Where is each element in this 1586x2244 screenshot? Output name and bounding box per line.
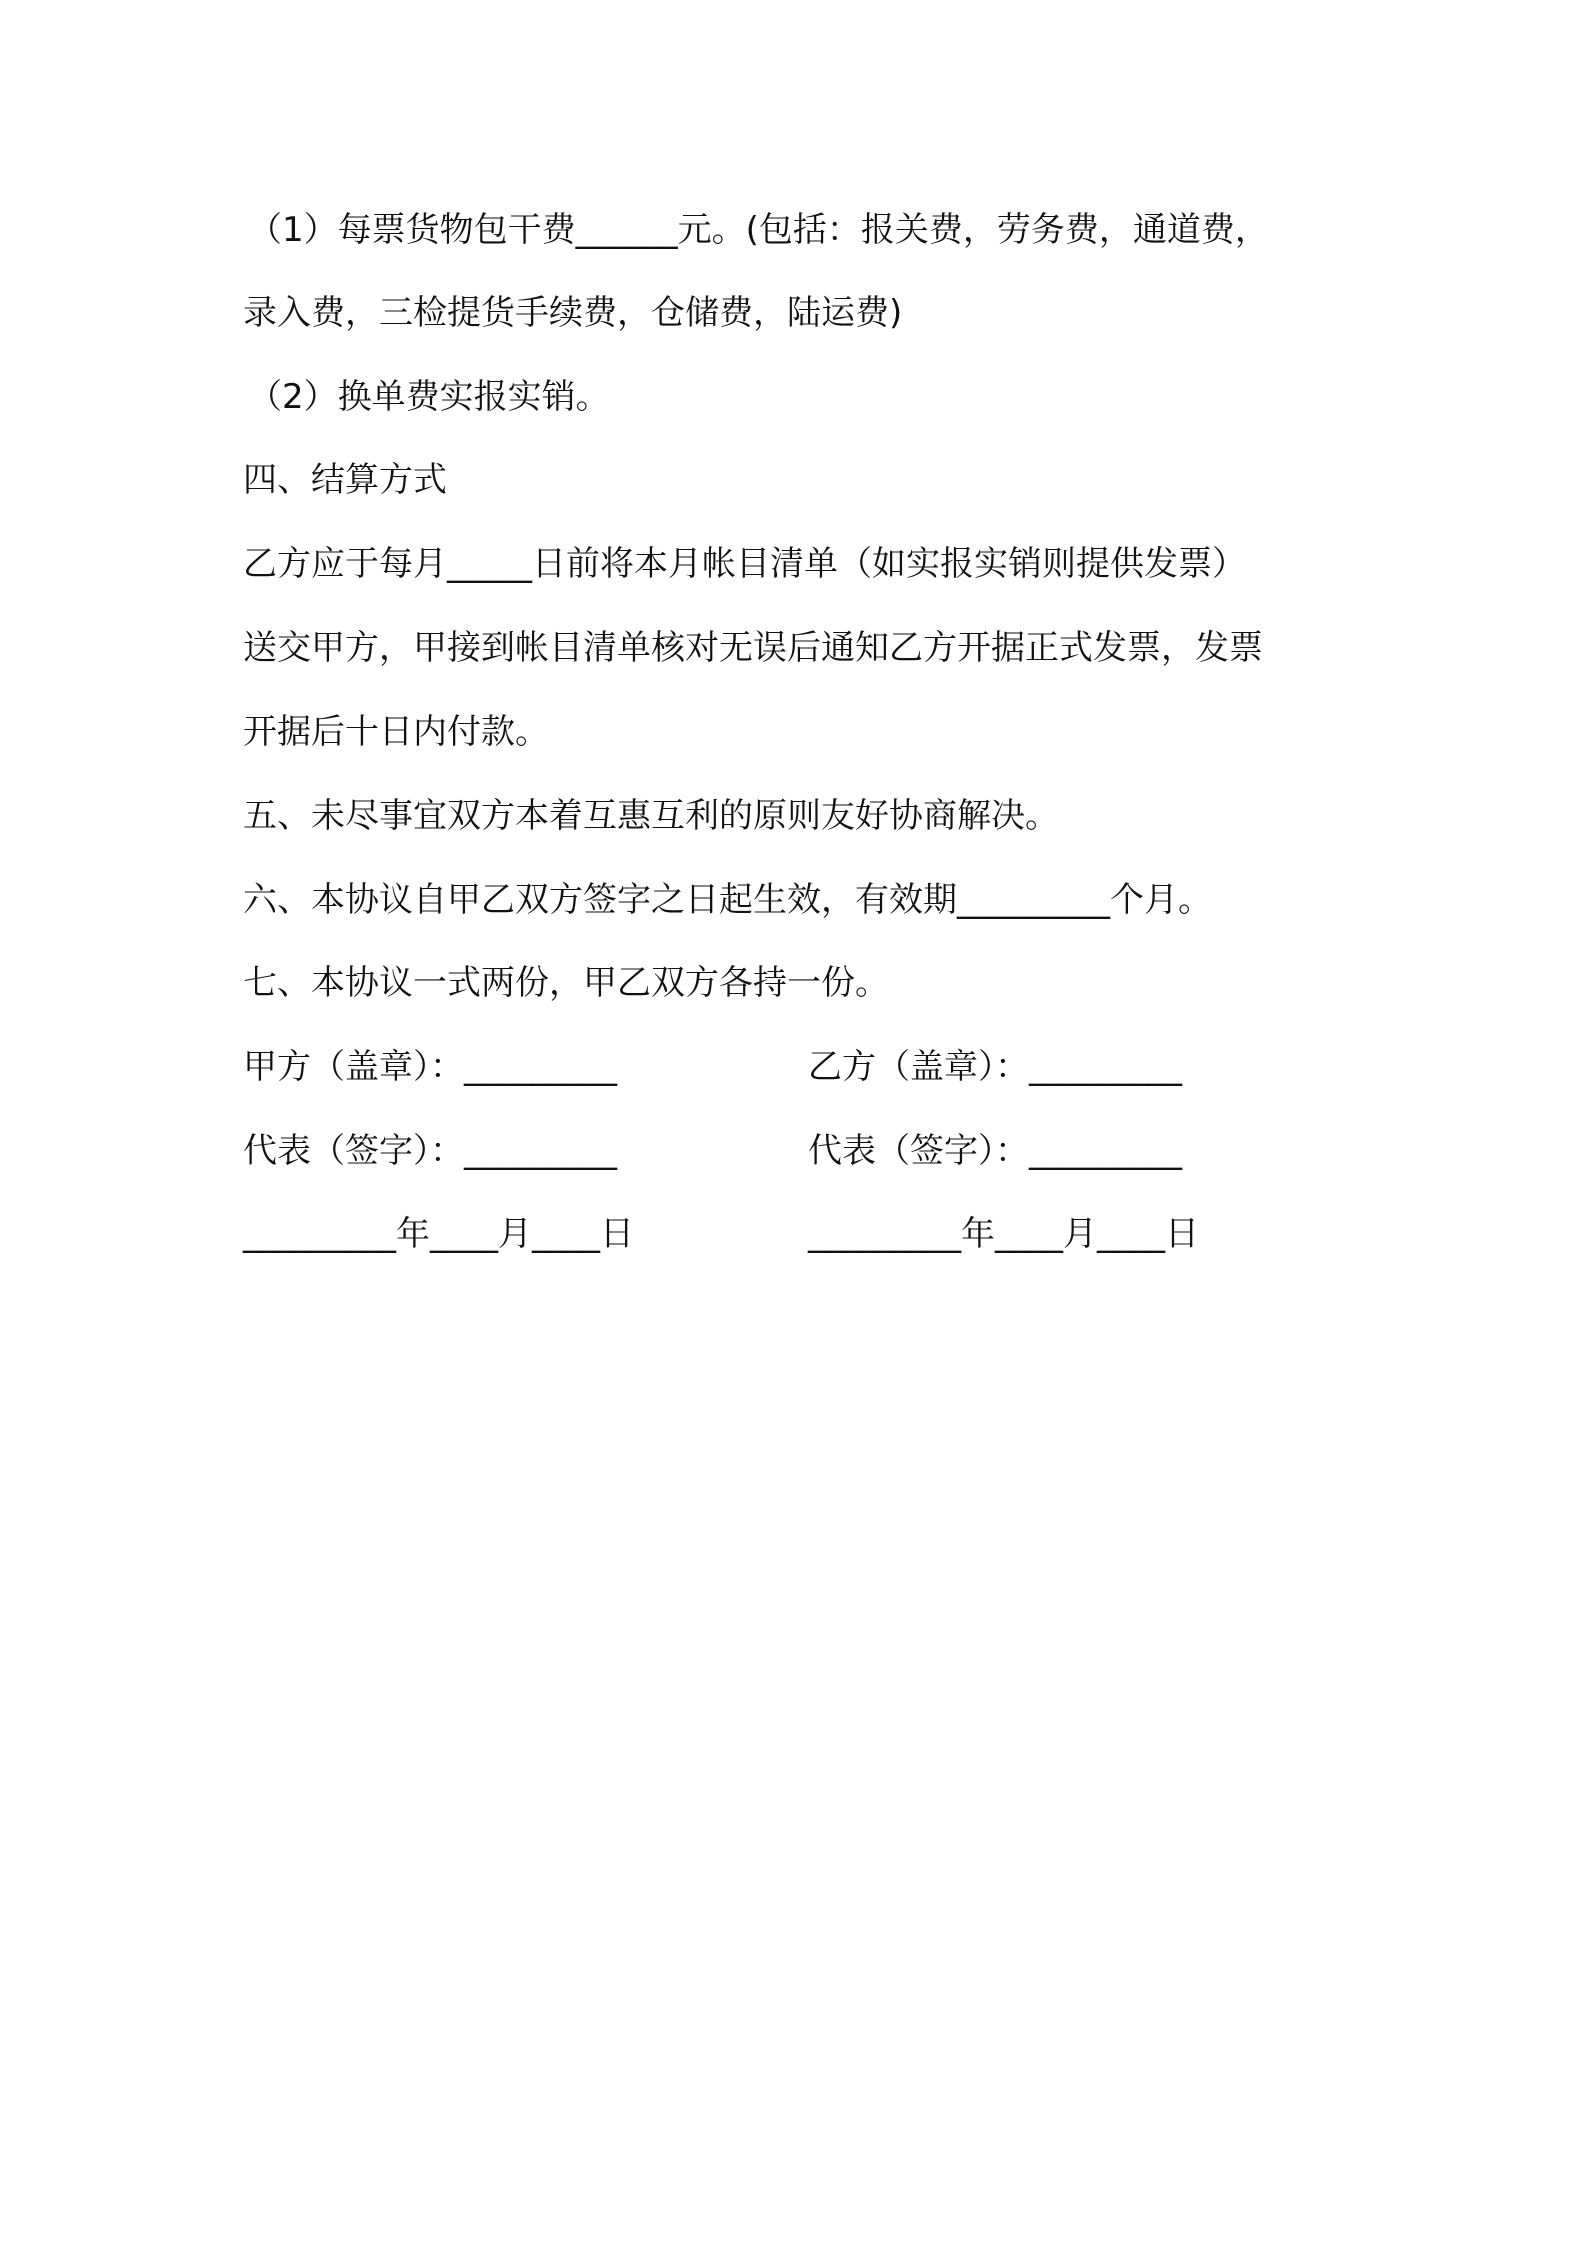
party-b-date-line: _________年____月____日	[808, 1214, 1199, 1254]
party-b-seal-line: 乙方（盖章）：_________	[808, 1047, 1182, 1087]
party-a-representative-line: 代表（签字）：_________	[243, 1131, 617, 1171]
fee-item-2: （2）换单费实报实销。	[248, 377, 610, 417]
fee-item-1-line-1: （1）每票货物包干费______元。(包括：报关费，劳务费，通道费，	[248, 210, 1269, 250]
fee-item-1-line-2: 录入费，三检提货手续费，仓储费，陆运费)	[243, 293, 903, 333]
section-six: 六、本协议自甲乙双方签字之日起生效，有效期_________个月。	[243, 880, 1212, 920]
settlement-paragraph-line-3: 开据后十日内付款。	[243, 712, 549, 752]
party-a-date-line: _________年____月____日	[243, 1214, 634, 1254]
section-seven: 七、本协议一式两份，甲乙双方各持一份。	[243, 963, 889, 1003]
party-b-representative-line: 代表（签字）：_________	[808, 1131, 1182, 1171]
section-four-heading: 四、结算方式	[243, 460, 447, 500]
section-five: 五、未尽事宜双方本着互惠互利的原则友好协商解决。	[243, 796, 1059, 836]
party-a-seal-line: 甲方（盖章）：_________	[243, 1047, 617, 1087]
settlement-paragraph-line-1: 乙方应于每月_____日前将本月帐目清单（如实报实销则提供发票）	[243, 544, 1246, 584]
settlement-paragraph-line-2: 送交甲方，甲接到帐目清单核对无误后通知乙方开据正式发票，发票	[243, 628, 1263, 668]
